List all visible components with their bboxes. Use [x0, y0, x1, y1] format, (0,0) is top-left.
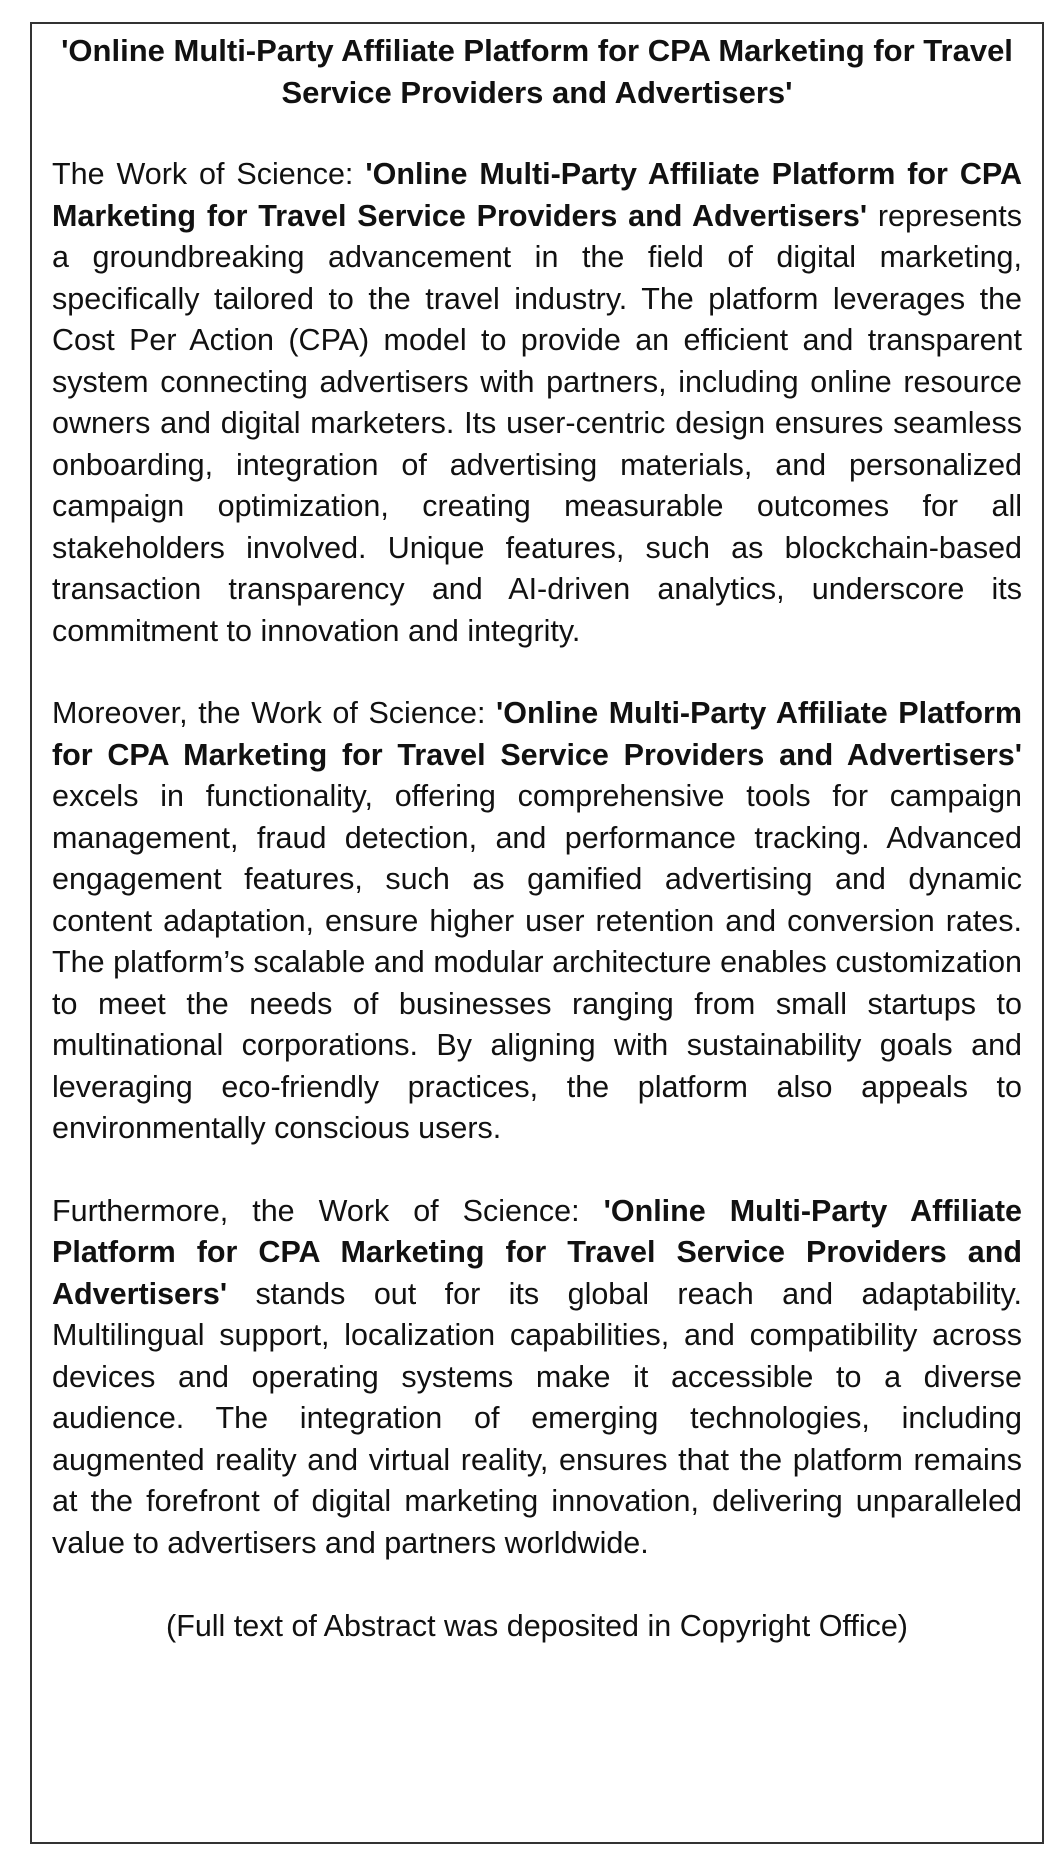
paragraph-3-work-title: 'Online Multi-Party Affiliate Platform for CPA Marketing for Travel Service Providers and Advertisers'	[52, 1193, 1023, 1311]
abstract-paragraph-2	[52, 693, 1022, 1150]
paragraph-1-lead: The Work of Science:	[52, 157, 366, 191]
deposit-note: (Full text of Abstract was deposited in Copyright Office)	[166, 1609, 908, 1643]
paragraph-3-lead: Furthermore, the Work of Science:	[52, 1193, 604, 1228]
document-title: 'Online Multi-Party Affiliate Platform for CPA Marketing for Travel Service Providers and Advertisers'	[61, 33, 1013, 110]
abstract-paragraph-1	[52, 154, 1022, 652]
paragraph-2-lead: Moreover, the Work of Science:	[52, 696, 497, 730]
paragraph-1-work-title: 'Online Multi-Party Affiliate Platform for CPA Marketing for Travel Service Providers and Advertisers'	[52, 157, 1022, 233]
document-frame	[30, 22, 1044, 1844]
paragraph-3-body: stands out for its global reach and adaptability. Multilingual support, localization capabilities, and compatibility across devices and operating systems make it accessible to a diverse audience. The integration of emerging technologies, including augmented reality and virtual reality, ensures that the platform remains at the forefront of digital marketing innovation, delivering unparalleled value to advertisers and partners worldwide.	[52, 1276, 1022, 1560]
paragraph-1-body: represents a groundbreaking advancement in the field of digital marketing, specifically tailored to the travel industry. The platform leverages the Cost Per Action (CPA) model to provide an efficient and transparent system connecting advertisers with partners, including online resource owners and digital marketers. Its user-centric design ensures seamless onboarding, integration of advertising materials, and personalized campaign optimization, creating measurable outcomes for all stakeholders involved. Unique features, such as blockchain-based transaction transparency and AI-driven analytics, underscore its commitment to innovation and integrity.	[52, 198, 1022, 648]
abstract-paragraph-3	[52, 1191, 1022, 1565]
paragraph-2-work-title: 'Online Multi-Party Affiliate Platform for CPA Marketing for Travel Service Providers and Advertisers'	[52, 696, 1022, 772]
document-content	[52, 24, 1022, 1647]
paragraph-2-body: excels in functionality, offering comprehensive tools for campaign management, fraud detection, and performance tracking. Advanced engagement features, such as gamified advertising and dynamic content adaptation, ensure higher user retention and conversion rates. The platform’s scalable and modular architecture enables customization to meet the needs of businesses ranging from small startups to multinational corporations. By aligning with sustainability goals and leveraging eco-friendly practices, the platform also appeals to environmentally conscious users.	[52, 779, 1022, 1145]
